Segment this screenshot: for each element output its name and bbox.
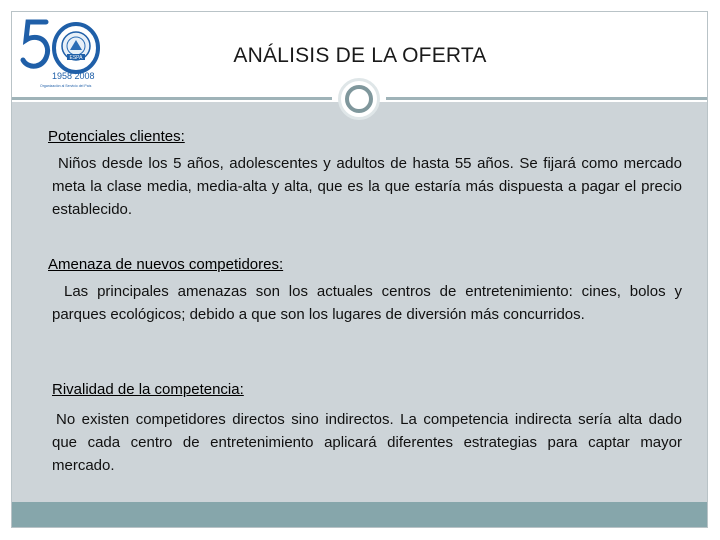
section-heading-rivalry: Rivalidad de la competencia: [52,381,244,398]
circle-ornament-inner [345,85,373,113]
section-heading-new-competitors: Amenaza de nuevos competidores: [48,256,284,273]
anniversary-logo [18,18,108,90]
footer-bar [12,502,707,527]
svg-text:ESPA: ESPA [69,55,83,61]
logo-tagline: Organización al Servicio del País [40,84,92,88]
logo-years: 1958 2008 [52,71,95,81]
section-body-new-competitors: Las principales amenazas son los actuales centros de entretenimiento: cines, bolos y parques ecológicos; debido a que son los lugares de diversión más concurridos. [52,283,682,323]
section-body-clients: Niños desde los 5 años, adolescentes y adultos de hasta 55 años. Se fijará como mercado meta la clase media, media-alta y alta, que es la que estaría más dispuesta a pagar el precio establecido. [52,155,682,218]
divider-left [12,97,332,100]
page-title: ANÁLISIS DE LA OFERTA [233,44,487,67]
section-heading-clients: Potenciales clientes: [48,128,185,145]
divider-right [386,97,707,100]
circle-ornament [338,78,380,120]
section-body-rivalry: No existen competidores directos sino indirectos. La competencia indirecta sería alta dado que cada centro de entretenimiento aplicará diferentes estrategias para captar mayor mercado. [52,411,682,474]
